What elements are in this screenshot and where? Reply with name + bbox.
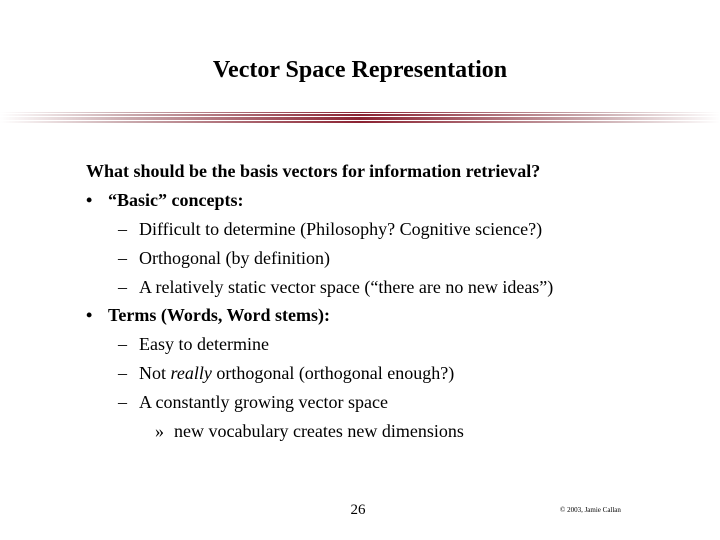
list-item: A constantly growing vector space bbox=[139, 392, 388, 412]
question-text: What should be the basis vectors for information retrieval? bbox=[86, 161, 541, 181]
bullet-label: Terms (Words, Word stems): bbox=[108, 305, 330, 325]
dash-icon: – bbox=[118, 392, 127, 412]
list-item: Difficult to determine (Philosophy? Cognitive science?) bbox=[139, 219, 543, 239]
slide-title: Vector Space Representation bbox=[212, 57, 508, 83]
list-item: Orthogonal (by definition) bbox=[139, 248, 330, 268]
list-item-text: orthogonal (orthogonal enough?) bbox=[211, 363, 455, 383]
title-divider bbox=[0, 117, 720, 120]
dash-icon: – bbox=[118, 219, 127, 239]
dash-icon: – bbox=[118, 334, 127, 354]
subbullet-icon: » bbox=[155, 421, 164, 441]
dash-icon: – bbox=[118, 248, 127, 268]
title-divider bbox=[0, 112, 720, 113]
dash-icon: – bbox=[118, 363, 127, 383]
dash-icon: – bbox=[118, 277, 127, 297]
sub-list-item: new vocabulary creates new dimensions bbox=[174, 421, 464, 441]
bullet-label: “Basic” concepts: bbox=[108, 190, 244, 210]
bullet-icon: • bbox=[86, 190, 93, 210]
list-item-text: Not bbox=[139, 363, 171, 383]
list-item bbox=[139, 361, 454, 385]
emphasis-text: really bbox=[170, 363, 212, 383]
list-item: Easy to determine bbox=[139, 334, 269, 354]
title-divider bbox=[0, 121, 720, 123]
list-item: A relatively static vector space (“there are no new ideas”) bbox=[139, 277, 554, 297]
page-number: 26 bbox=[350, 502, 366, 518]
title-divider bbox=[0, 114, 720, 116]
copyright-notice: © 2003, Jamie Callan bbox=[560, 506, 621, 514]
bullet-icon: • bbox=[86, 305, 93, 325]
